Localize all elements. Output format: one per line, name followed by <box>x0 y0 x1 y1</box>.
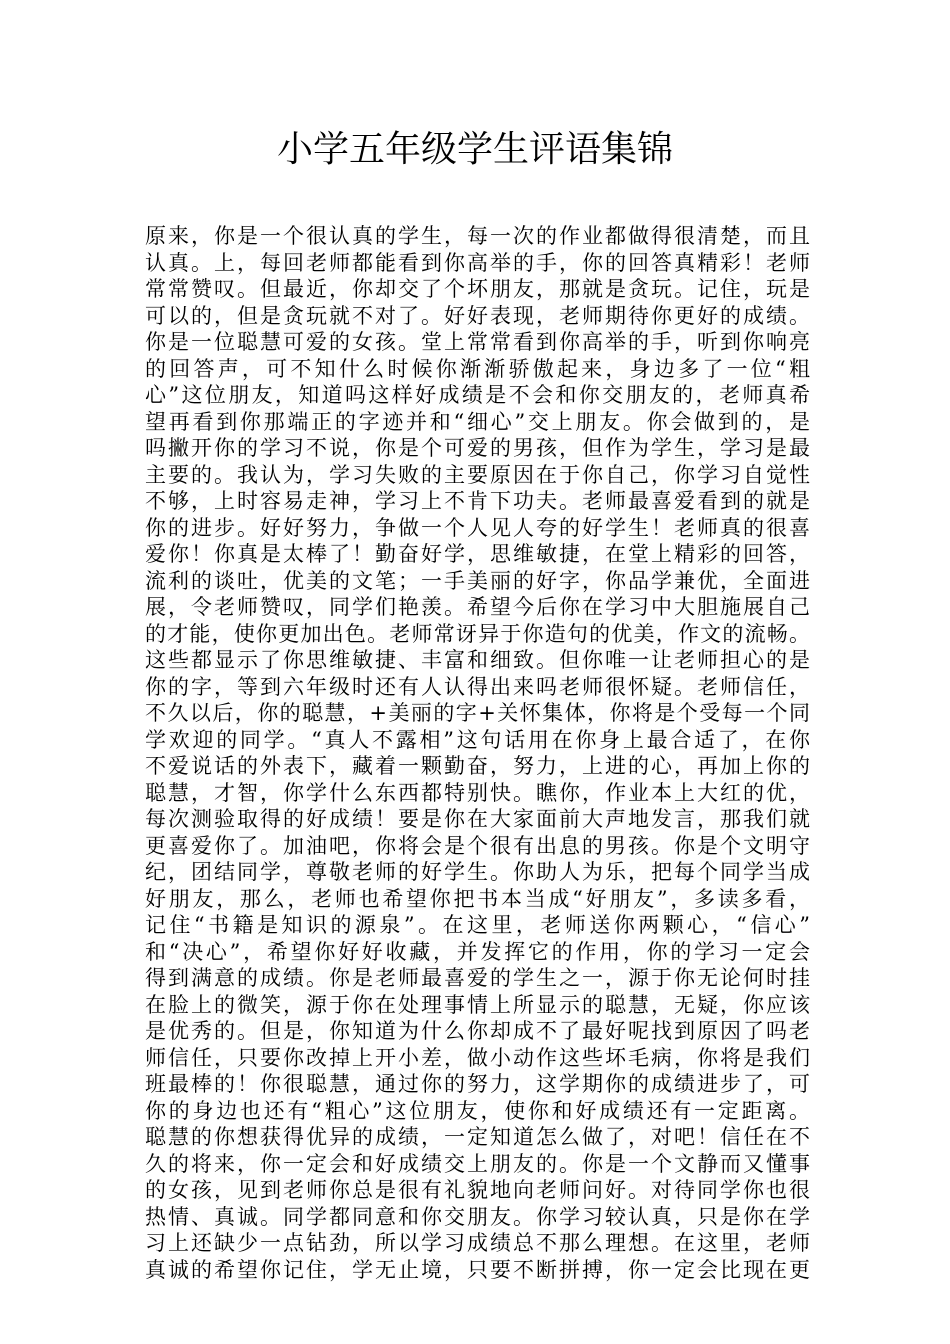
body-line: 可以的，但是贪玩就不对了。好好表现，老师期待你更好的成绩。 <box>145 303 810 328</box>
body-line: 聪慧，才智，你学什么东西都特别快。瞧你，作业本上大红的优， <box>145 780 810 805</box>
body-line: 你是一位聪慧可爱的女孩。堂上常常看到你高举的手，听到你响亮 <box>145 330 810 354</box>
body-line: 不久以后，你的聪慧，+美丽的字+关怀集体，你将是个受每一个同 <box>145 701 810 725</box>
body-line: 爱你！你真是太棒了！勤奋好学，思维敏捷，在堂上精彩的回答， <box>145 542 810 566</box>
body-line: 班最棒的！你很聪慧，通过你的努力，这学期你的成绩进步了，可 <box>145 1072 810 1096</box>
body-line: 主要的。我认为，学习失败的主要原因在于你自己，你学习自觉性 <box>145 462 810 487</box>
body-line: 在脸上的微笑，源于你在处理事情上所显示的聪慧，无疑，你应该 <box>145 992 810 1017</box>
body-line: 认真。上，每回老师都能看到你高举的手，你的回答真精彩！老师 <box>145 250 810 275</box>
body-line: 你的进步。好好努力，争做一个人见人夸的好学生！老师真的很喜 <box>145 515 810 540</box>
body-line: 不够，上时容易走神，学习上不肯下功夫。老师最喜爱看到的就是 <box>145 489 810 513</box>
body-line: 流利的谈吐，优美的文笔；一手美丽的好字，你品学兼优，全面进 <box>145 568 810 593</box>
body-line: 常常赞叹。但最近，你却交了个坏朋友，那就是贪玩。记住，玩是 <box>145 277 810 301</box>
body-line: 的回答声，可不知什么时候你渐渐骄傲起来，身边多了一位“粗 <box>145 356 810 381</box>
body-line: 展，令老师赞叹，同学们艳羡。希望今后你在学习中大胆施展自己 <box>145 595 810 619</box>
body-line: 聪慧的你想获得优异的成绩，一定知道怎么做了，对吧！信任在不 <box>145 1125 810 1149</box>
body-line: 好朋友，那么，老师也希望你把书本当成“好朋友”，多读多看， <box>145 886 810 911</box>
body-line: 这些都显示了你思维敏捷、丰富和细致。但你唯一让老师担心的是 <box>145 648 810 672</box>
body-line: 记住“书籍是知识的源泉”。在这里，老师送你两颗心，“信心” <box>145 913 810 937</box>
body-line: 习上还缺少一点钻劲，所以学习成绩总不那么理想。在这里，老师 <box>145 1231 810 1255</box>
body-line: 望再看到你那端正的字迹并和“细心”交上朋友。你会做到的，是 <box>145 409 810 434</box>
document-body <box>145 223 810 1283</box>
body-line: 热情、真诚。同学都同意和你交朋友。你学习较认真，只是你在学 <box>145 1204 810 1229</box>
body-line: 学欢迎的同学。“真人不露相”这句话用在你身上最合适了，在你 <box>145 727 810 752</box>
body-line: 和“决心”，希望你好好收藏，并发挥它的作用，你的学习一定会 <box>145 939 810 964</box>
body-line: 是优秀的。但是，你知道为什么你却成不了最好呢找到原因了吗老 <box>145 1019 810 1043</box>
body-line: 的女孩，见到老师你总是很有礼貌地向老师问好。对待同学你也很 <box>145 1178 810 1202</box>
body-line: 纪，团结同学，尊敬老师的好学生。你助人为乐，把每个同学当成 <box>145 860 810 884</box>
body-line: 真诚的希望你记住，学无止境，只要不断拼搏，你一定会比现在更 <box>145 1257 810 1282</box>
body-line: 原来，你是一个很认真的学生，每一次的作业都做得很清楚，而且 <box>145 224 810 248</box>
body-line: 每次测验取得的好成绩！要是你在大家面前大声地发言，那我们就 <box>145 807 810 831</box>
body-line: 得到满意的成绩。你是老师最喜爱的学生之一，源于你无论何时挂 <box>145 966 810 990</box>
body-line: 的才能，使你更加出色。老师常讶异于你造句的优美，作文的流畅。 <box>145 621 810 646</box>
body-line: 久的将来，你一定会和好成绩交上朋友的。你是一个文静而又懂事 <box>145 1151 810 1176</box>
body-line: 师信任，只要你改掉上开小差，做小动作这些坏毛病，你将是我们 <box>145 1045 810 1070</box>
body-line: 不爱说话的外表下，藏着一颗勤奋，努力，上进的心，再加上你的 <box>145 754 810 778</box>
body-line: 你的字，等到六年级时还有人认得出来吗老师很怀疑。老师信任， <box>145 674 810 699</box>
body-line: 吗撇开你的学习不说，你是个可爱的男孩，但作为学生，学习是最 <box>145 436 810 460</box>
body-line: 心”这位朋友，知道吗这样好成绩是不会和你交朋友的，老师真希 <box>145 383 810 407</box>
body-line: 更喜爱你了。加油吧，你将会是个很有出息的男孩。你是个文明守 <box>145 833 810 858</box>
document-title: 小学五年级学生评语集锦 <box>276 129 673 170</box>
body-line: 你的身边也还有“粗心”这位朋友，使你和好成绩还有一定距离。 <box>145 1098 810 1123</box>
